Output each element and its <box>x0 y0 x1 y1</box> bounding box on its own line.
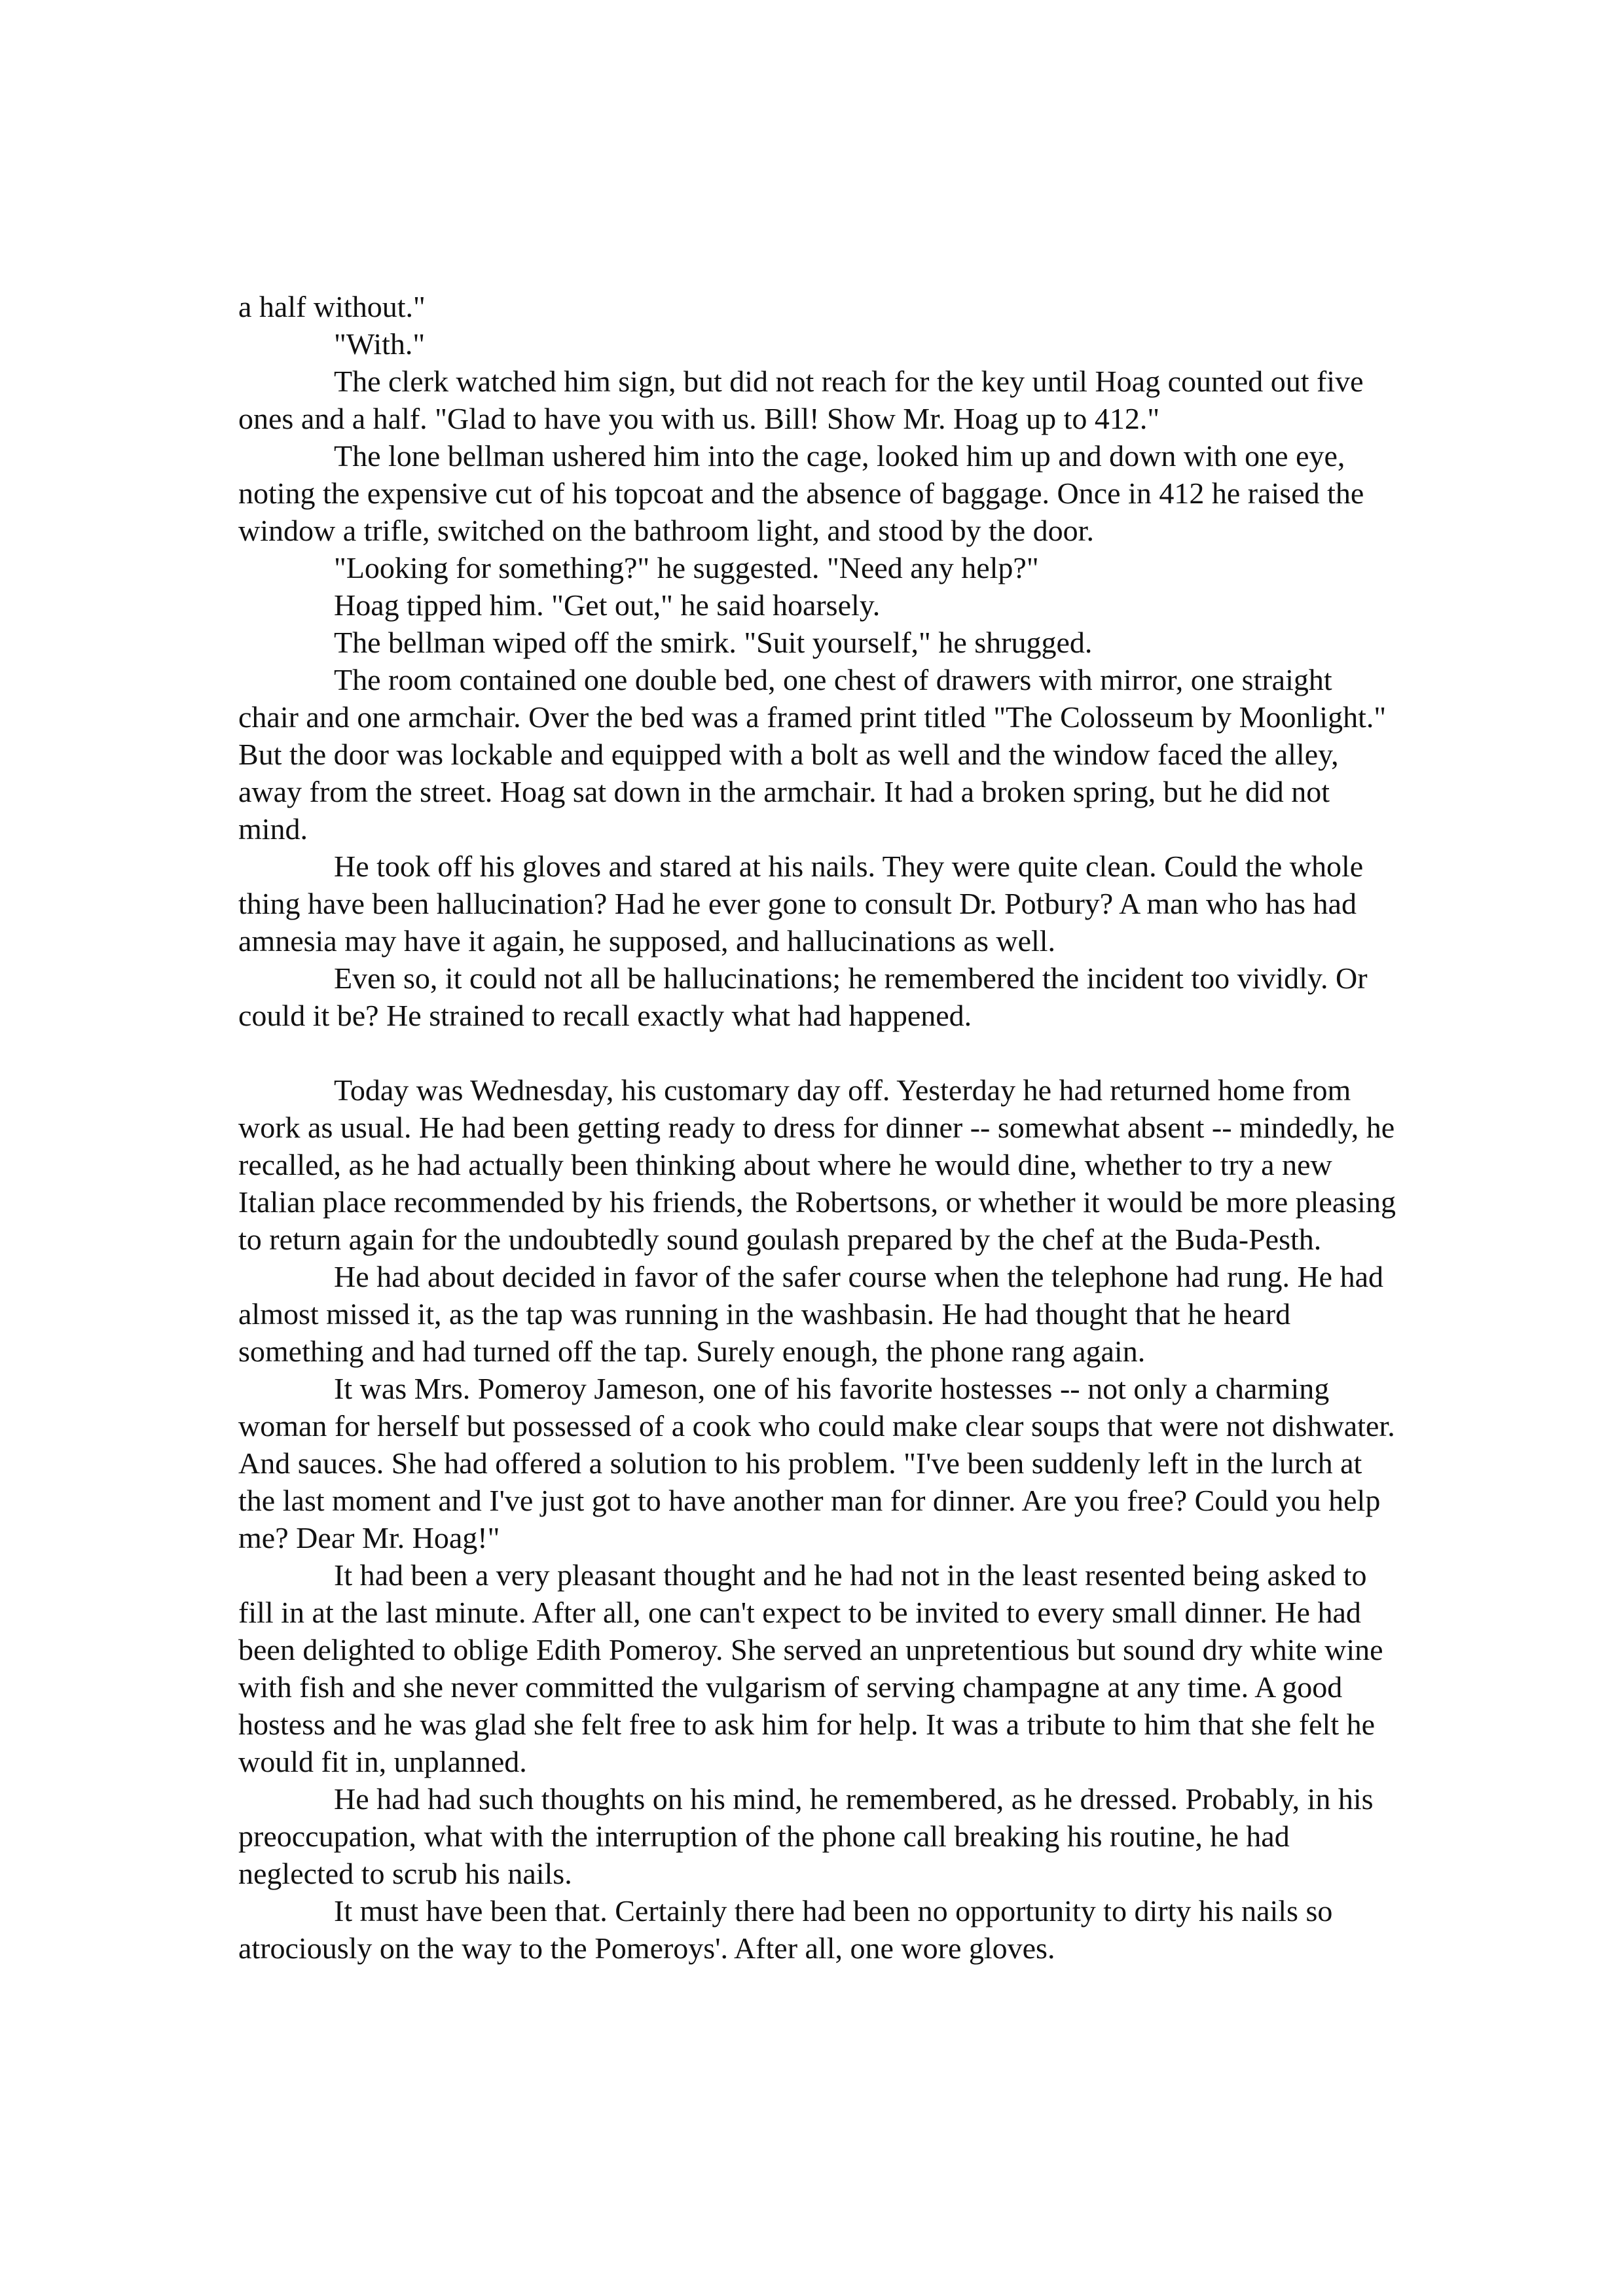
paragraph: The lone bellman ushered him into the cage, looked him up and down with one eye, noting the expensive cut of his topcoat and the absence of baggage. Once in 412 he raised the window a trifle, switched on the bathroom light, and stood by the door. <box>238 439 1364 547</box>
paragraph: "Looking for something?" he suggested. "Need any help?" <box>334 551 1039 584</box>
paragraph: It had been a very pleasant thought and he had not in the least resented being asked to fill in at the last minute. After all, one can't expect to be invited to every small dinner. He had been delighted to oblige Edith Pomeroy. She served an unpretentious but sound dry white wine with fish and she never committed the vulgarism of serving champagne at any time. A good hostess and he was glad she felt free to ask him for help. It was a tribute to him that she felt he would fit in, unplanned. <box>238 1558 1383 1778</box>
paragraph: Today was Wednesday, his customary day off. Yesterday he had returned home from work as usual. He had been getting ready to dress for dinner -- somewhat absent -- mindedly, he recalled, as he had actually been thinking about where he would dine, whether to try a new Italian place recommended by his friends, the Robertsons, or whether it would be more pleasing to return again for the undoubtedly sound goulash prepared by the chef at the Buda-Pesth. <box>238 1073 1396 1256</box>
paragraph: The room contained one double bed, one chest of drawers with mirror, one straight chair and one armchair. Over the bed was a framed print titled "The Colosseum by Moonlight." But the door was lockable and equipped with a bolt as well and the window faced the alley, away from the street. Hoag sat down in the armchair. It had a broken spring, but he did not mind. <box>238 663 1387 846</box>
paragraph: He took off his gloves and stared at his nails. They were quite clean. Could the whole thing have been hallucination? Had he ever gone to consult Dr. Potbury? A man who has had amnesia may have it again, he supposed, and hallucinations as well. <box>238 850 1364 958</box>
paragraph: The bellman wiped off the smirk. "Suit yourself," he shrugged. <box>334 626 1093 659</box>
paragraph: He had about decided in favor of the safer course when the telephone had rung. He had almost missed it, as the tap was running in the washbasin. He had thought that he heard something and had turned off the tap. Surely enough, the phone rang again. <box>238 1260 1383 1368</box>
paragraph: The clerk watched him sign, but did not reach for the key until Hoag counted out five ones and a half. "Glad to have you with us. Bill! Show Mr. Hoag up to 412." <box>238 365 1364 435</box>
section-break <box>238 1034 1398 1071</box>
paragraph: He had had such thoughts on his mind, he remembered, as he dressed. Probably, in his preoccupation, what with the interruption of the phone call breaking his routine, he had neglected to scrub his nails. <box>238 1782 1374 1890</box>
paragraph-continuation: a half without." <box>238 290 426 323</box>
paragraph: Hoag tipped him. "Get out," he said hoarsely. <box>334 588 881 622</box>
paragraph: It must have been that. Certainly there had been no opportunity to dirty his nails so atrociously on the way to the Pomeroys'. After all, one wore gloves. <box>238 1894 1333 1965</box>
document-page <box>238 288 1398 1967</box>
paragraph: It was Mrs. Pomeroy Jameson, one of his favorite hostesses -- not only a charming woman for herself but possessed of a cook who could make clear soups that were not dishwater. And sauces. She had offered a solution to his problem. "I've been suddenly left in the lurch at the last moment and I've just got to have another man for dinner. Are you free? Could you help me? Dear Mr. Hoag!" <box>238 1372 1395 1554</box>
paragraph: "With." <box>334 327 426 361</box>
paragraph: Even so, it could not all be hallucinations; he remembered the incident too vividly. Or could it be? He strained to recall exactly what had happened. <box>238 961 1368 1032</box>
